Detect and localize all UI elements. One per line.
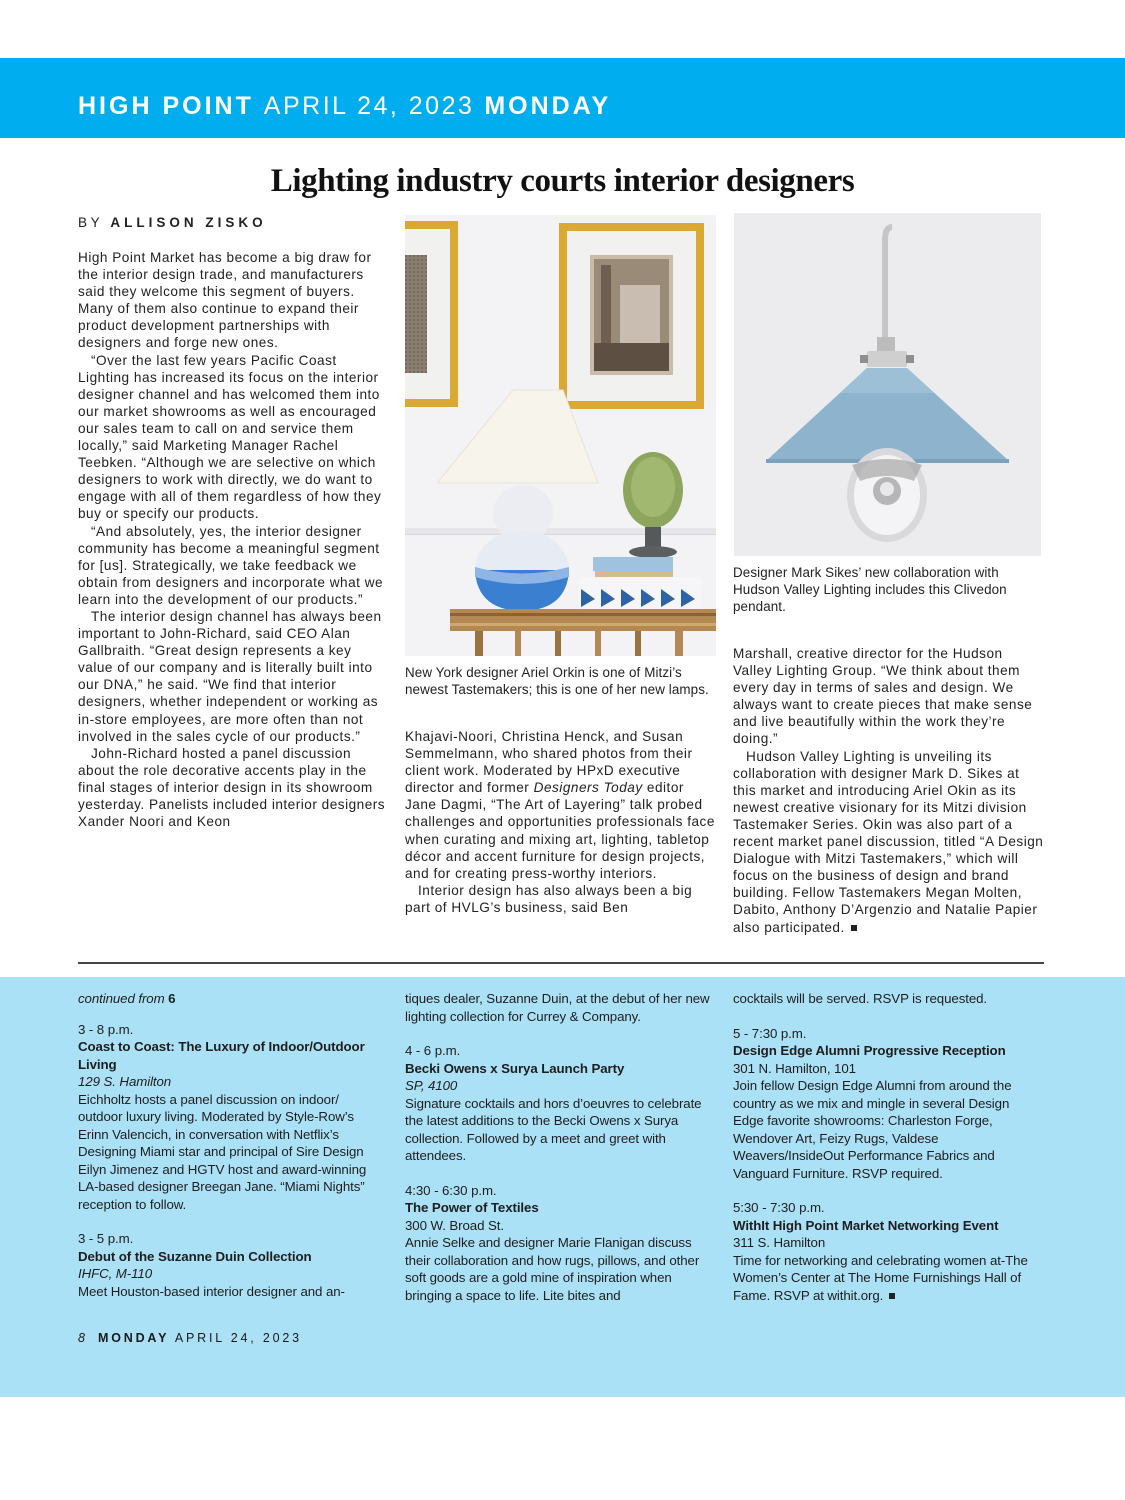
event-description-continued: cocktails will be served. RSVP is requested. bbox=[733, 991, 988, 1006]
pendant-illustration bbox=[734, 213, 1041, 556]
event-location: IHFC, M-110 bbox=[78, 1266, 153, 1281]
events-column-3 bbox=[733, 990, 1043, 1321]
paragraph: Marshall, creative director for the Hudson Valley Lighting Group. “We think about them every day in terms of sales and design. We always want to create pieces that make sense and live beautifully within the work they’re doing.” bbox=[733, 646, 1033, 747]
folio-date: APRIL 24, 2023 bbox=[174, 1331, 302, 1345]
masthead-bar bbox=[0, 58, 1125, 138]
event-description: Meet Houston-based interior designer and an- bbox=[78, 1283, 345, 1299]
event-description: Annie Selke and designer Marie Flanigan discuss their collaboration and how rugs, pillows, and other soft goods are a gold mine of inspiration when bringing a space to life. Lite bites and bbox=[405, 1235, 700, 1303]
event-description: Eichholtz hosts a panel discussion on indoor/ outdoor luxury living. Moderated by Style-Row’s Erinn Valencich, in conversation with Netflix’s Designing Miami star and principal of Sire Design Eilyn Jimenez and HGTV host and award-winning LA-based designer Breegan Jane. “Miami Nights” reception to follow. bbox=[78, 1091, 367, 1212]
event-location: 129 S. Hamilton bbox=[78, 1074, 172, 1089]
paragraph: “Over the last few years Pacific Coast Lighting has increased its focus on the interior designer channel and has welcomed them into our market showrooms as well as encouraged our sales team to call on and service them locally,” said Marketing Manager Rachel Teebken. “Although we are selective on which designers to work with directly, we do want to engage with all of them regardless of how they buy or specify our products. bbox=[78, 352, 382, 522]
paragraph: High Point Market has become a big draw for the interior design trade, and manufacturers said they welcome this segment of buyers. Many of them also continue to expand their product development partnerships with designers and forge new ones. bbox=[78, 250, 372, 351]
article-headline: Lighting industry courts interior designers bbox=[270, 163, 855, 199]
publication-title: Designers Today bbox=[533, 780, 643, 796]
event-time: 4:30 - 6:30 p.m. bbox=[405, 1182, 497, 1198]
article-column-3 bbox=[733, 645, 1045, 936]
paragraph: John-Richard hosted a panel discussion about the role decorative accents play in the final stages of interior design in its showroom yesterday. Panelists included interior designers Xander Noori and Keon bbox=[78, 745, 386, 830]
photo-lamp-vignette bbox=[405, 215, 716, 656]
photo-caption-pendant: Designer Mark Sikes’ new collaboration with Hudson Valley Lighting includes this Clivedon pendant. bbox=[733, 565, 1007, 614]
event-location: 301 N. Hamilton, 101 bbox=[733, 1060, 856, 1076]
event-item bbox=[405, 1042, 715, 1165]
event-description: Join fellow Design Edge Alumni from around the country as we mix and mingle in several Design Edge favorite showrooms: Charleston Forge, Wendover Art, Feizy Rugs, Valdese Weavers/InsideOut Performance Fabrics and Vanguard Furniture. RSVP required. bbox=[733, 1078, 1012, 1181]
lamp-vignette-illustration bbox=[405, 215, 716, 656]
event-item bbox=[78, 1230, 383, 1300]
continued-page-link[interactable]: 6 bbox=[168, 991, 176, 1006]
events-column-1 bbox=[78, 990, 383, 1317]
event-title: The Power of Textiles bbox=[405, 1200, 539, 1215]
event-item bbox=[733, 1199, 1043, 1304]
article-column-2 bbox=[405, 728, 717, 916]
folio-day: MONDAY bbox=[98, 1331, 170, 1345]
event-time: 5 - 7:30 p.m. bbox=[733, 1025, 807, 1041]
event-description-continued: tiques dealer, Suzanne Duin, at the debut of her new lighting collection for Currey & Company. bbox=[405, 991, 710, 1024]
issue-date: APRIL 24, 2023 bbox=[263, 92, 475, 120]
event-description: Signature cocktails and hors d’oeuvres to celebrate the latest additions to the Becki Owens x Surya collection. Followed by a meet and greet with attendees. bbox=[405, 1095, 702, 1163]
publication-name: HIGH POINT bbox=[78, 92, 254, 120]
event-title: Coast to Coast: The Luxury of Indoor/Outdoor Living bbox=[78, 1039, 365, 1072]
end-of-article-mark bbox=[851, 925, 857, 931]
masthead bbox=[78, 92, 611, 121]
event-title: WithIt High Point Market Networking Event bbox=[733, 1217, 999, 1233]
events-column-2 bbox=[405, 990, 715, 1321]
issue-day: MONDAY bbox=[484, 92, 612, 120]
event-time: 5:30 - 7:30 p.m. bbox=[733, 1200, 825, 1215]
paragraph: “And absolutely, yes, the interior designer community has become a meaningful segment for [us]. Strategically, we take feedback we obtain from designers and incorporate what we learn into the development of our products.” bbox=[78, 523, 384, 607]
article-column-1 bbox=[78, 249, 390, 830]
event-time: 4 - 6 p.m. bbox=[405, 1043, 461, 1058]
section-divider bbox=[78, 962, 1044, 964]
author-name: ALLISON ZISKO bbox=[110, 215, 267, 230]
event-title: Design Edge Alumni Progressive Reception bbox=[733, 1043, 1006, 1058]
event-time: 3 - 8 p.m. bbox=[78, 1021, 134, 1037]
event-item bbox=[405, 1182, 715, 1305]
event-title: Becki Owens x Surya Launch Party bbox=[405, 1060, 625, 1076]
byline-prefix: BY bbox=[78, 215, 103, 230]
paragraph: The interior design channel has always been important to John-Richard, said CEO Alan Gallbraith. “Great design represents a key value of our company and is literally built into our DNA,” he said. “We find that interior designers, whether independent or working as in-store employees, are more often than not involved in the sales cycle of our products.” bbox=[78, 608, 382, 744]
continued-from: continued from 6 bbox=[78, 991, 176, 1006]
event-item bbox=[733, 1025, 1043, 1183]
byline bbox=[78, 215, 267, 230]
end-of-section-mark bbox=[889, 1293, 895, 1299]
event-item bbox=[78, 1021, 383, 1214]
photo-clivedon-pendant bbox=[734, 213, 1041, 556]
event-time: 3 - 5 p.m. bbox=[78, 1231, 134, 1246]
event-description: Time for networking and celebrating women at-The Women’s Center at The Home Furnishings Hall of Fame. RSVP at withit.org. bbox=[733, 1252, 1028, 1303]
event-location: SP, 4100 bbox=[405, 1078, 458, 1093]
page-folio bbox=[78, 1331, 302, 1345]
page-number: 8 bbox=[78, 1331, 88, 1345]
event-location: 300 W. Broad St. bbox=[405, 1217, 504, 1233]
paragraph: Interior design has also always been a big part of HVLG’s business, said Ben bbox=[405, 882, 693, 915]
photo-caption-lamp: New York designer Ariel Orkin is one of Mitzi’s newest Tastemakers; this is one of her new lamps. bbox=[405, 665, 709, 697]
event-location: 311 S. Hamilton bbox=[733, 1235, 826, 1250]
paragraph: Hudson Valley Lighting is unveiling its collaboration with designer Mark D. Sikes at this market and introducing Ariel Okin as its newest creative visionary for its Mitzi division Tastemaker Series. Okin was also part of a recent market panel discussion, titled “A Design Dialogue with Mitzi Tastemakers,” which will focus on the business of design and brand building. Fellow Tastemakers Megan Molten, Dabito, Anthony D’Argenzio and Natalie Papier also participated. bbox=[733, 748, 1044, 935]
paragraph: Khajavi-Noori, Christina Henck, and Susan Semmelmann, who shared photos from their client work. Moderated by HPxD executive director and former Designers Today editor Jane Dagmi, “The Art of Layering” talk probed challenges and opportunities professionals face when curating and mixing art, lighting, tabletop décor and accent furniture for design projects, and for creating press-worthy interiors. bbox=[405, 729, 715, 881]
event-title: Debut of the Suzanne Duin Collection bbox=[78, 1248, 312, 1264]
